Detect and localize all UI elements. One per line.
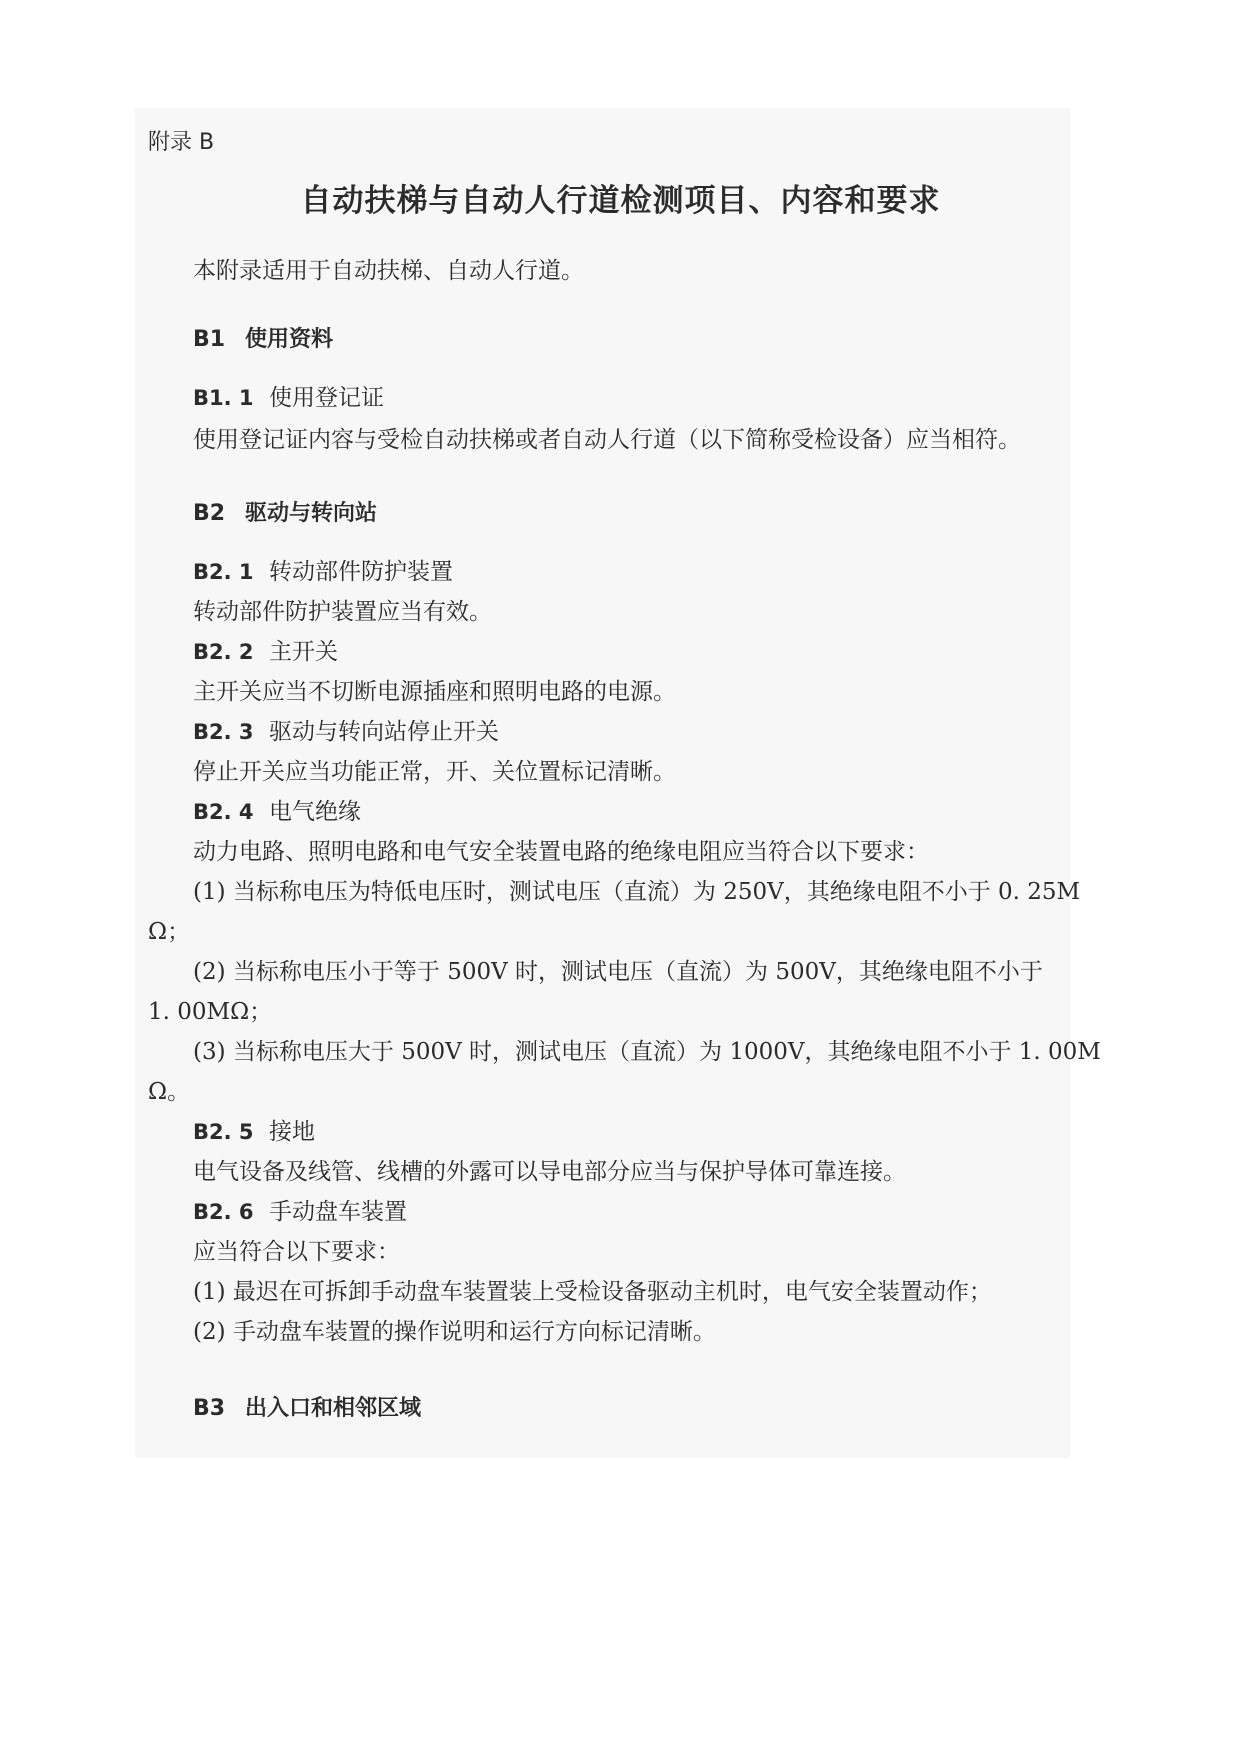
- subsection-b2-5-heading: [193, 1117, 315, 1147]
- subsection-title: 手动盘车装置: [269, 1199, 407, 1225]
- paragraph: 转动部件防护装置应当有效。: [193, 599, 492, 625]
- subsection-number: B2. 3: [193, 720, 254, 744]
- paragraph: 停止开关应当功能正常，开、关位置标记清晰。: [193, 759, 676, 785]
- section-title: 使用资料: [245, 327, 334, 352]
- section-number: B2: [193, 501, 226, 526]
- paragraph: 主开关应当不切断电源插座和照明电路的电源。: [193, 679, 676, 705]
- section-b2-heading: [193, 499, 377, 529]
- intro-text: 本附录适用于自动扶梯、自动人行道。: [193, 258, 584, 284]
- section-number: B3: [193, 1396, 226, 1421]
- section-b3-heading: [193, 1394, 421, 1424]
- subsection-b2-3-heading: [193, 717, 499, 747]
- subsection-title: 主开关: [269, 639, 338, 665]
- subsection-b2-6-heading: [193, 1197, 407, 1227]
- subsection-title: 驱动与转向站停止开关: [269, 719, 499, 745]
- subsection-number: B2. 4: [193, 800, 254, 824]
- list-item: (3) 当标称电压大于 500V 时，测试电压（直流）为 1000V，其绝缘电阻不小于 1. 00M: [193, 1039, 1101, 1065]
- list-item-continuation: Ω。: [148, 1079, 191, 1105]
- paragraph: 应当符合以下要求：: [193, 1239, 400, 1265]
- section-b1-heading: [193, 325, 333, 355]
- subsection-number: B2. 1: [193, 560, 254, 584]
- page-title: 自动扶梯与自动人行道检测项目、内容和要求: [300, 183, 941, 219]
- appendix-label: 附录 B: [148, 130, 215, 155]
- subsection-b2-2-heading: [193, 637, 338, 667]
- subsection-b1-1-heading: [193, 383, 384, 413]
- paragraph: 动力电路、照明电路和电气安全装置电路的绝缘电阻应当符合以下要求：: [193, 839, 929, 865]
- subsection-number: B1. 1: [193, 386, 254, 410]
- paragraph: 使用登记证内容与受检自动扶梯或者自动人行道（以下简称受检设备）应当相符。: [193, 427, 1021, 453]
- list-item-continuation: Ω；: [148, 919, 191, 945]
- list-item: (1) 最迟在可拆卸手动盘车装置装上受检设备驱动主机时，电气安全装置动作；: [193, 1279, 992, 1305]
- section-title: 驱动与转向站: [245, 501, 378, 526]
- subsection-title: 转动部件防护装置: [269, 559, 453, 585]
- subsection-title: 接地: [269, 1119, 315, 1145]
- section-number: B1: [193, 327, 226, 352]
- list-item: (2) 当标称电压小于等于 500V 时，测试电压（直流）为 500V，其绝缘电阻不小于: [193, 959, 1043, 985]
- subsection-b2-4-heading: [193, 797, 361, 827]
- subsection-number: B2. 5: [193, 1120, 254, 1144]
- paragraph: 电气设备及线管、线槽的外露可以导电部分应当与保护导体可靠连接。: [193, 1159, 906, 1185]
- list-item: (1) 当标称电压为特低电压时，测试电压（直流）为 250V，其绝缘电阻不小于 0. 25M: [193, 879, 1081, 905]
- subsection-title: 电气绝缘: [269, 799, 361, 825]
- section-title: 出入口和相邻区域: [245, 1396, 422, 1421]
- list-item-continuation: 1. 00MΩ；: [148, 999, 273, 1025]
- list-item: (2) 手动盘车装置的操作说明和运行方向标记清晰。: [193, 1319, 716, 1345]
- subsection-number: B2. 6: [193, 1200, 254, 1224]
- subsection-title: 使用登记证: [269, 385, 384, 411]
- subsection-number: B2. 2: [193, 640, 254, 664]
- subsection-b2-1-heading: [193, 557, 453, 587]
